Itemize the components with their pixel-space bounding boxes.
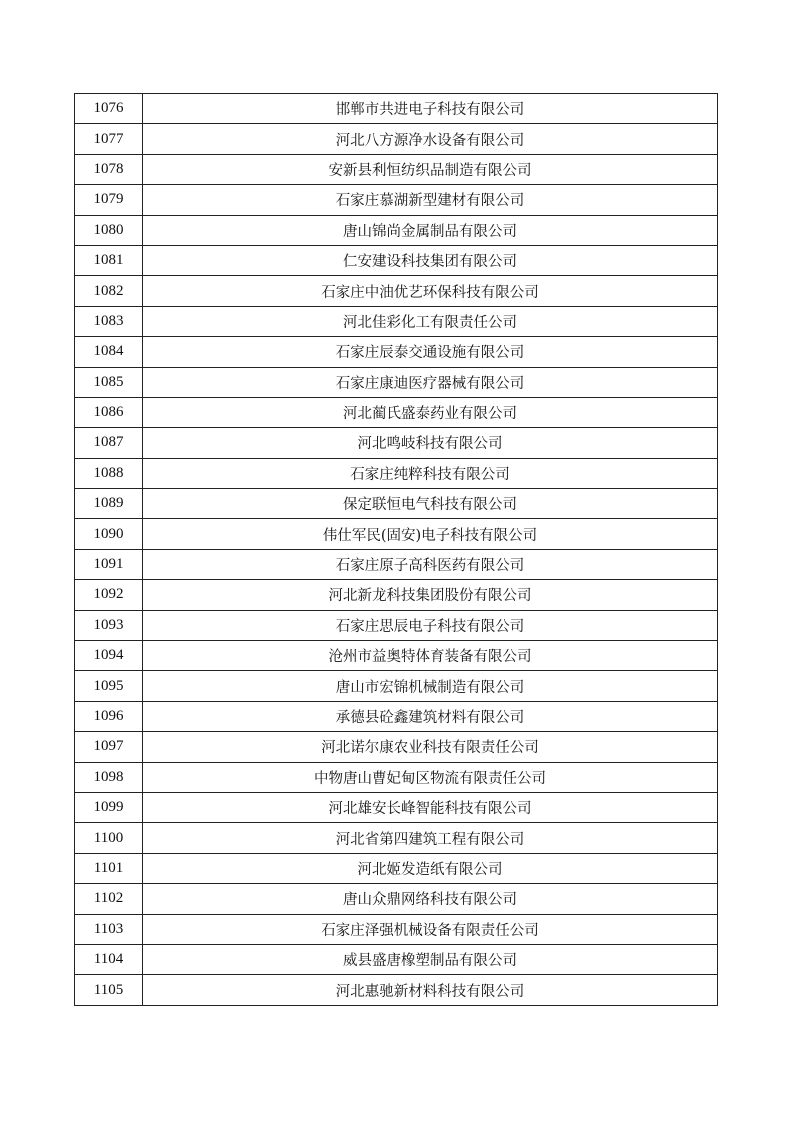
row-number: 1087: [75, 428, 143, 458]
table-row: [75, 215, 718, 245]
table-row: [75, 154, 718, 184]
table-row: [75, 914, 718, 944]
table-row: [75, 944, 718, 974]
row-number: 1101: [75, 853, 143, 883]
row-number: 1099: [75, 792, 143, 822]
row-number: 1089: [75, 489, 143, 519]
row-number: 1082: [75, 276, 143, 306]
company-name: 石家庄康迪医疗器械有限公司: [143, 367, 718, 397]
row-number: 1088: [75, 458, 143, 488]
table-row: [75, 701, 718, 731]
table-row: [75, 489, 718, 519]
row-number: 1095: [75, 671, 143, 701]
table-row: [75, 732, 718, 762]
company-name: 河北诺尔康农业科技有限责任公司: [143, 732, 718, 762]
table-row: [75, 337, 718, 367]
table-row: [75, 397, 718, 427]
row-number: 1079: [75, 185, 143, 215]
company-name: 威县盛唐橡塑制品有限公司: [143, 944, 718, 974]
table-row: [75, 306, 718, 336]
table-row: [75, 276, 718, 306]
row-number: 1080: [75, 215, 143, 245]
row-number: 1085: [75, 367, 143, 397]
table-row: [75, 853, 718, 883]
company-name: 河北八方源净水设备有限公司: [143, 124, 718, 154]
company-name: 河北佳彩化工有限责任公司: [143, 306, 718, 336]
row-number: 1093: [75, 610, 143, 640]
row-number: 1078: [75, 154, 143, 184]
row-number: 1077: [75, 124, 143, 154]
table-row: [75, 245, 718, 275]
row-number: 1092: [75, 580, 143, 610]
company-name: 保定联恒电气科技有限公司: [143, 489, 718, 519]
company-name: 中物唐山曹妃甸区物流有限责任公司: [143, 762, 718, 792]
company-name: 邯郸市共进电子科技有限公司: [143, 94, 718, 124]
company-name: 石家庄中油优艺环保科技有限公司: [143, 276, 718, 306]
company-name: 河北新龙科技集团股份有限公司: [143, 580, 718, 610]
company-name: 唐山市宏锦机械制造有限公司: [143, 671, 718, 701]
table-row: [75, 610, 718, 640]
table-row: [75, 641, 718, 671]
company-name: 唐山锦尚金属制品有限公司: [143, 215, 718, 245]
table-row: [75, 549, 718, 579]
company-name: 石家庄辰泰交通设施有限公司: [143, 337, 718, 367]
company-name: 承德县砼鑫建筑材料有限公司: [143, 701, 718, 731]
company-name: 河北姬发造纸有限公司: [143, 853, 718, 883]
row-number: 1091: [75, 549, 143, 579]
table-row: [75, 792, 718, 822]
table-row: [75, 884, 718, 914]
company-name: 伟仕军民(固安)电子科技有限公司: [143, 519, 718, 549]
company-name: 石家庄原子高科医药有限公司: [143, 549, 718, 579]
table-body: [75, 94, 718, 1006]
row-number: 1084: [75, 337, 143, 367]
table-row: [75, 823, 718, 853]
row-number: 1086: [75, 397, 143, 427]
company-name: 仁安建设科技集团有限公司: [143, 245, 718, 275]
company-name: 唐山众鼎网络科技有限公司: [143, 884, 718, 914]
row-number: 1103: [75, 914, 143, 944]
row-number: 1102: [75, 884, 143, 914]
row-number: 1097: [75, 732, 143, 762]
company-name: 石家庄慕湖新型建材有限公司: [143, 185, 718, 215]
company-name: 沧州市益奥特体育装备有限公司: [143, 641, 718, 671]
row-number: 1090: [75, 519, 143, 549]
row-number: 1105: [75, 975, 143, 1005]
company-list-table: [74, 93, 718, 1006]
row-number: 1104: [75, 944, 143, 974]
row-number: 1096: [75, 701, 143, 731]
company-name: 石家庄思辰电子科技有限公司: [143, 610, 718, 640]
row-number: 1098: [75, 762, 143, 792]
row-number: 1083: [75, 306, 143, 336]
table-row: [75, 975, 718, 1005]
table-row: [75, 458, 718, 488]
table-row: [75, 185, 718, 215]
table-row: [75, 580, 718, 610]
table-row: [75, 367, 718, 397]
company-name: 河北雄安长峰智能科技有限公司: [143, 792, 718, 822]
company-name: 河北蔺氏盛泰药业有限公司: [143, 397, 718, 427]
row-number: 1076: [75, 94, 143, 124]
table-row: [75, 428, 718, 458]
company-name: 河北惠驰新材料科技有限公司: [143, 975, 718, 1005]
row-number: 1081: [75, 245, 143, 275]
company-name: 石家庄纯粹科技有限公司: [143, 458, 718, 488]
table-row: [75, 94, 718, 124]
row-number: 1100: [75, 823, 143, 853]
table-row: [75, 124, 718, 154]
table-row: [75, 671, 718, 701]
table-row: [75, 519, 718, 549]
company-name: 石家庄泽强机械设备有限责任公司: [143, 914, 718, 944]
table-row: [75, 762, 718, 792]
company-name: 河北省第四建筑工程有限公司: [143, 823, 718, 853]
company-name: 河北鸣岐科技有限公司: [143, 428, 718, 458]
row-number: 1094: [75, 641, 143, 671]
company-name: 安新县利恒纺织品制造有限公司: [143, 154, 718, 184]
